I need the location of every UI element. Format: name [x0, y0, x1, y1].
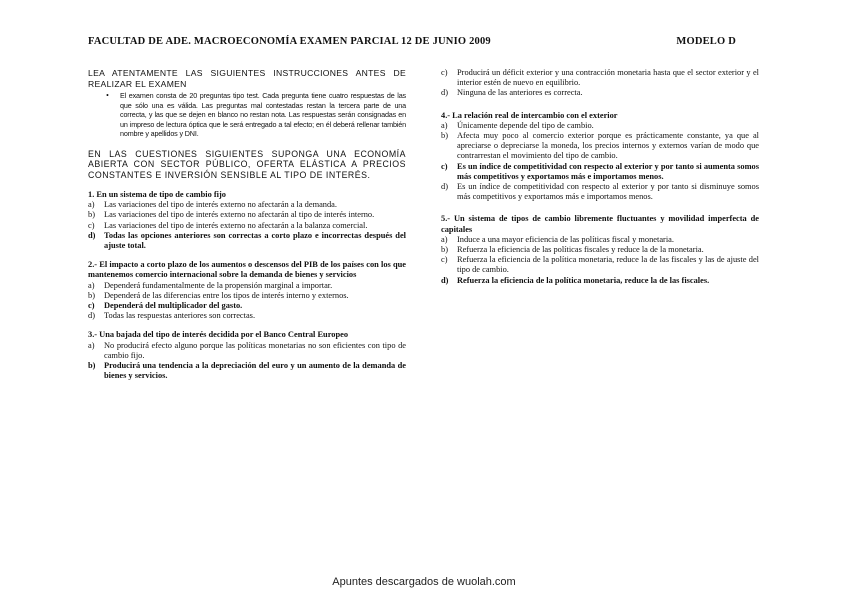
option-d[interactable]: d) Es un índice de competitividad con respecto al exterior y por tanto si disminuye somos más competitivos y exportamos más e importamos menos.: [441, 182, 759, 202]
question-title: 3.- Una bajada del tipo de interés decidida por el Banco Central Europeo: [88, 330, 349, 340]
scenario-intro: EN LAS CUESTIONES SIGUIENTES SUPONGA UNA ECONOMÍA ABIERTA CON SECTOR PÚBLICO, OFERTA ELÁSTICA A PRECIOS CONSTANTES E INVERSIÓN SENSIBLE AL TIPO DE INTERÉS.: [88, 148, 406, 181]
instructions-item: [88, 91, 406, 139]
question-3: [88, 330, 406, 381]
option-a[interactable]: a) No producirá efecto alguno porque las políticas monetarias no son eficientes con tipo de cambio fijo.: [88, 340, 406, 360]
option-b[interactable]: b) Refuerza la eficiencia de las políticas fiscales y reduce la de la monetaria.: [441, 245, 704, 255]
question-1: [88, 190, 406, 251]
option-b[interactable]: b) Dependerá de las diferencias entre los tipos de interés interno y externos.: [88, 290, 349, 300]
option-d[interactable]: d) Ninguna de las anteriores es correcta.: [441, 88, 583, 98]
question-title: 4.- La relación real de intercambio con el exterior: [441, 110, 618, 120]
option-d[interactable]: d) Refuerza la eficiencia de la política monetaria, reduce la de las fiscales.: [441, 275, 710, 285]
option-a[interactable]: a) Induce a una mayor eficiencia de las políticas fiscal y monetaria.: [441, 234, 674, 244]
option-c[interactable]: c) Refuerza la eficiencia de la política monetaria, reduce la de las fiscales y las de ajuste del tipo de cambio.: [441, 255, 759, 275]
option-c[interactable]: c) Es un índice de competitividad con respecto al exterior y por tanto si aumenta somos más competitivos y exportamos más e importamos menos.: [441, 161, 759, 181]
right-column: [441, 68, 759, 286]
option-d[interactable]: d) Todas las respuestas anteriores son correctas.: [88, 311, 256, 321]
exam-model: MODELO D: [676, 36, 736, 47]
question-2: [88, 260, 406, 321]
question-5: [441, 214, 759, 285]
question-title: 5.- Un sistema de tipos de cambio libremente fluctuantes y movilidad imperfecta de capitales: [441, 214, 759, 234]
option-b[interactable]: b) Producirá una tendencia a la depreciación del euro y un aumento de la demanda de bienes y servicios.: [88, 360, 406, 381]
bullet-icon: •: [106, 91, 109, 100]
question-title: 2.- El impacto a corto plazo de los aumentos o descensos del PIB de los países con los que mantenemos comercio internacional sobre la demanda de bienes y servicios: [88, 260, 406, 280]
option-c[interactable]: c) Las variaciones del tipo de interés externo no afectarán a la balanza comercial.: [88, 220, 368, 230]
question-4: [441, 111, 759, 203]
exam-title: FACULTAD DE ADE. MACROECONOMÍA EXAMEN PARCIAL 12 DE JUNIO 2009: [88, 36, 491, 47]
option-d[interactable]: d) Todas las opciones anteriores son correctas a corto plazo e incorrectas después del ajuste total.: [88, 230, 406, 250]
exam-header: [88, 36, 748, 47]
footer-watermark[interactable]: Apuntes descargados de wuolah.com: [332, 576, 516, 588]
question-3-continued: [441, 68, 759, 99]
option-c[interactable]: c) Producirá un déficit exterior y una contracción monetaria hasta que el sector exterior y el interior estén de nuevo en equilibrio.: [441, 68, 759, 88]
option-c[interactable]: c) Dependerá del multiplicador del gasto.: [88, 300, 243, 310]
instructions-text: El examen consta de 20 preguntas tipo test. Cada pregunta tiene cuatro respuestas de las que sólo una es válida. Las preguntas mal contestadas restan la tercera parte de una correcta, y las que se dejen en blanco no restan nota. Las respuestas serán consignadas en un impreso de lectura óptica que le será entregado a tal efecto; en él deberá rellenar también nombre y apellidos y DNI.: [120, 91, 406, 138]
option-b[interactable]: b) Afecta muy poco al comercio exterior porque es prácticamente constante, ya que al apreciarse o depreciarse la moneda, los precios internos y externos varían de modo que contrarrestan el movimiento del tipo de cambio.: [441, 131, 759, 161]
option-a[interactable]: a) Dependerá fundamentalmente de la propensión marginal a importar.: [88, 280, 333, 290]
instructions-title: LEA ATENTAMENTE LAS SIGUIENTES INSTRUCCIONES ANTES DE REALIZAR EL EXAMEN: [88, 68, 406, 89]
option-a[interactable]: a) Las variaciones del tipo de interés externo no afectarán a la demanda.: [88, 200, 337, 210]
option-b[interactable]: b) Las variaciones del tipo de interés externo no afectarán al tipo de interés interno.: [88, 210, 375, 220]
question-title: 1. En un sistema de tipo de cambio fijo: [88, 189, 226, 199]
option-a[interactable]: a) Únicamente depende del tipo de cambio.: [441, 120, 594, 130]
left-column: [88, 68, 406, 381]
